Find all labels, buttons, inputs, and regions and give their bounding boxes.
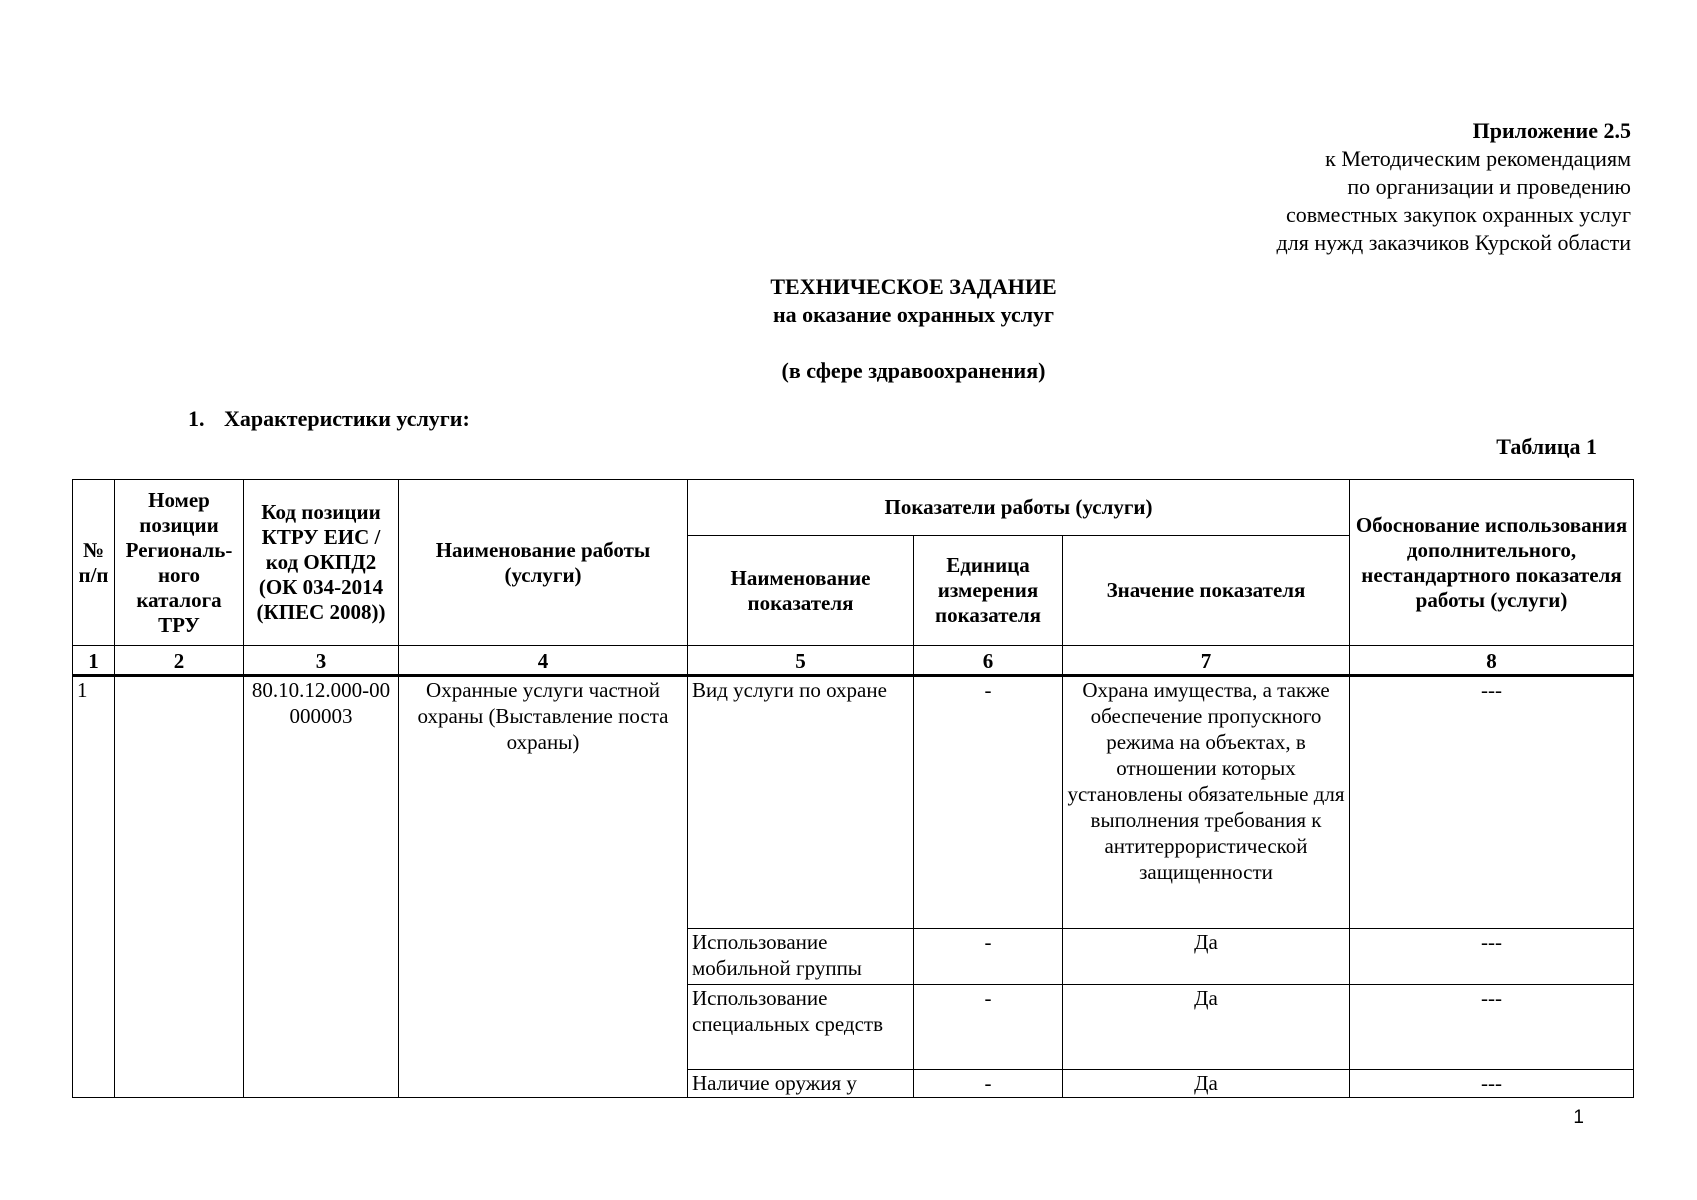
indicator-value: Да bbox=[1063, 929, 1350, 985]
appendix-line: по организации и проведению bbox=[1347, 174, 1631, 199]
indicator-name: Наличие оружия у bbox=[688, 1070, 914, 1098]
header-justification: Обоснование использования дополнительного, нестандартного показателя работы (услуги) bbox=[1350, 480, 1634, 646]
indicator-value: Охрана имущества, а также обеспечение пропускного режима на объектах, в отношении которых установлены обязательные для выполнения требования к антитеррористической защищенности bbox=[1063, 676, 1350, 929]
indicator-name: Использование мобильной группы bbox=[688, 929, 914, 985]
indicator-justification: --- bbox=[1350, 1070, 1634, 1098]
indicator-justification: --- bbox=[1350, 985, 1634, 1070]
row-service-name: Охранные услуги частной охраны (Выставление поста охраны) bbox=[399, 676, 688, 1098]
table-label: Таблица 1 bbox=[1496, 434, 1597, 459]
row-code: 80.10.12.000-00000003 bbox=[244, 676, 399, 1098]
section-heading bbox=[188, 405, 470, 433]
title-line-1: ТЕХНИЧЕСКОЕ ЗАДАНИЕ bbox=[770, 274, 1057, 299]
row-num: 1 bbox=[73, 676, 115, 1098]
page-number: 1 bbox=[1573, 1107, 1584, 1128]
column-number: 7 bbox=[1063, 646, 1350, 676]
title-line-2: на оказание охранных услуг bbox=[772, 302, 1055, 327]
column-number: 6 bbox=[914, 646, 1063, 676]
column-number: 2 bbox=[115, 646, 244, 676]
appendix-line: совместных закупок охранных услуг bbox=[1285, 202, 1631, 227]
indicator-unit: - bbox=[914, 929, 1063, 985]
title-line-3: (в сфере здравоохранения) bbox=[781, 358, 1046, 383]
specification-table bbox=[72, 479, 1634, 1098]
indicator-name: Вид услуги по охране bbox=[688, 676, 914, 929]
document-title bbox=[0, 273, 1697, 385]
indicator-value: Да bbox=[1063, 985, 1350, 1070]
table-row bbox=[73, 676, 1634, 929]
appendix-note bbox=[1277, 117, 1631, 257]
indicator-justification: --- bbox=[1350, 929, 1634, 985]
indicator-unit: - bbox=[914, 985, 1063, 1070]
header-indicators: Показатели работы (услуги) bbox=[688, 480, 1350, 536]
header-indicator-name: Наименование показателя bbox=[688, 536, 914, 646]
indicator-value: Да bbox=[1063, 1070, 1350, 1098]
header-catalog: Номер позиции Региональ-ного каталога ТРУ bbox=[115, 480, 244, 646]
row-catalog bbox=[115, 676, 244, 1098]
appendix-heading: Приложение 2.5 bbox=[1472, 118, 1631, 143]
indicator-unit: - bbox=[914, 676, 1063, 929]
column-number: 4 bbox=[399, 646, 688, 676]
indicator-justification: --- bbox=[1350, 676, 1634, 929]
column-number: 3 bbox=[244, 646, 399, 676]
column-number: 5 bbox=[688, 646, 914, 676]
section-text: Характеристики услуги: bbox=[224, 406, 470, 431]
header-name: Наименование работы (услуги) bbox=[399, 480, 688, 646]
appendix-line: для нужд заказчиков Курской области bbox=[1276, 230, 1631, 255]
appendix-line: к Методическим рекомендациям bbox=[1325, 146, 1631, 171]
indicator-name: Использование специальных средств bbox=[688, 985, 914, 1070]
header-code: Код позиции КТРУ ЕИС / код ОКПД2 (ОК 034-2014 (КПЕС 2008)) bbox=[244, 480, 399, 646]
column-number: 8 bbox=[1350, 646, 1634, 676]
section-number: 1. bbox=[188, 406, 205, 431]
column-number: 1 bbox=[73, 646, 115, 676]
header-num: № п/п bbox=[73, 480, 115, 646]
header-indicator-value: Значение показателя bbox=[1063, 536, 1350, 646]
indicator-unit: - bbox=[914, 1070, 1063, 1098]
header-indicator-unit: Единица измерения показателя bbox=[914, 536, 1063, 646]
